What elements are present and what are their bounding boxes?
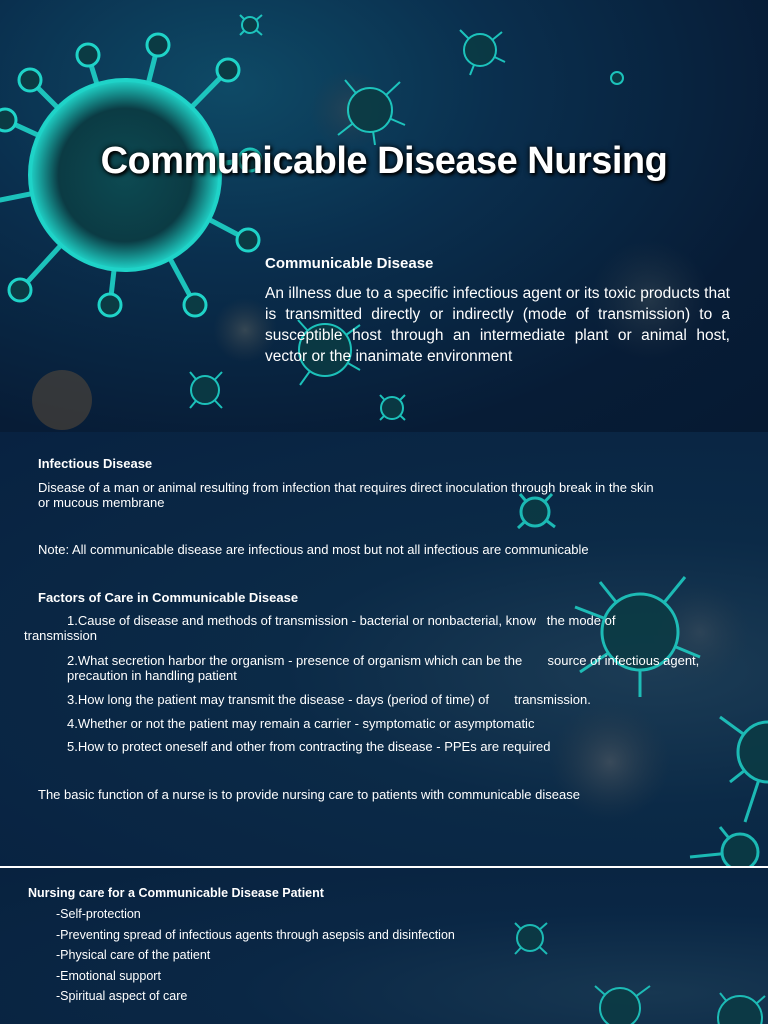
nursing-care-item-1: -Self-protection (56, 907, 141, 921)
basic-function-text: The basic function of a nurse is to provide nursing care to patients with communicable disease (38, 787, 580, 802)
slide3-virus-icon-2 (595, 986, 650, 1024)
nursing-care-heading: Nursing care for a Communicable Disease Patient (28, 886, 324, 900)
infectious-disease-definition: Disease of a man or animal resulting from infection that requires direct inoculation through break in the skin or mucous membrane (38, 480, 654, 510)
nursing-care-item-2: -Preventing spread of infectious agents through asepsis and disinfection (56, 928, 455, 942)
slide3-virus-icon-1 (515, 923, 547, 954)
factor-item-2: 2.What secretion harbor the organism - presence of organism which can be the source of infectious agent, precaution in handling patient (67, 653, 703, 683)
small-virus-icon-4 (190, 372, 222, 408)
note-text: Note: All communicable disease are infectious and most but not all infectious are communicable (38, 542, 589, 557)
slide-infectious-disease (0, 432, 768, 866)
page-title: Communicable Disease Nursing (100, 140, 668, 182)
small-virus-icon-6 (240, 15, 262, 35)
slide2-virus-icon-4 (690, 827, 758, 866)
virus-background-illustration (0, 0, 768, 432)
factor-item-4: 4.Whether or not the patient may remain a carrier - symptomatic or asymptomatic (67, 716, 535, 731)
factor-item-1: 1.Cause of disease and methods of transmission - bacterial or nonbacterial, know the mode of transmission (24, 613, 620, 643)
small-virus-icon-7 (611, 72, 623, 84)
factor-item-3: 3.How long the patient may transmit the disease - days (period of time) of transmission. (67, 692, 591, 707)
small-virus-icon-2 (460, 30, 505, 75)
slide2-virus-icon-3 (720, 717, 768, 822)
nursing-care-item-4: -Emotional support (56, 969, 161, 983)
slide-nursing-care (0, 868, 768, 1024)
nursing-care-item-5: -Spiritual aspect of care (56, 989, 188, 1003)
factor-item-5: 5.How to protect oneself and other from contracting the disease - PPEs are required (67, 739, 551, 754)
nursing-care-item-3: -Physical care of the patient (56, 948, 211, 962)
communicable-disease-definition: An illness due to a specific infectious agent or its toxic products that is transmitted directly or indirectly (mode of transmission) to a susceptible host through an intermediate plant or animal host, vector or the inanimate environment (265, 285, 730, 365)
communicable-disease-heading: Communicable Disease (265, 255, 434, 272)
slide-title (0, 0, 768, 432)
slide3-virus-icon-3 (718, 993, 765, 1024)
infectious-disease-heading: Infectious Disease (38, 456, 153, 471)
small-virus-icon-5 (380, 395, 405, 420)
factors-heading: Factors of Care in Communicable Disease (38, 590, 299, 605)
